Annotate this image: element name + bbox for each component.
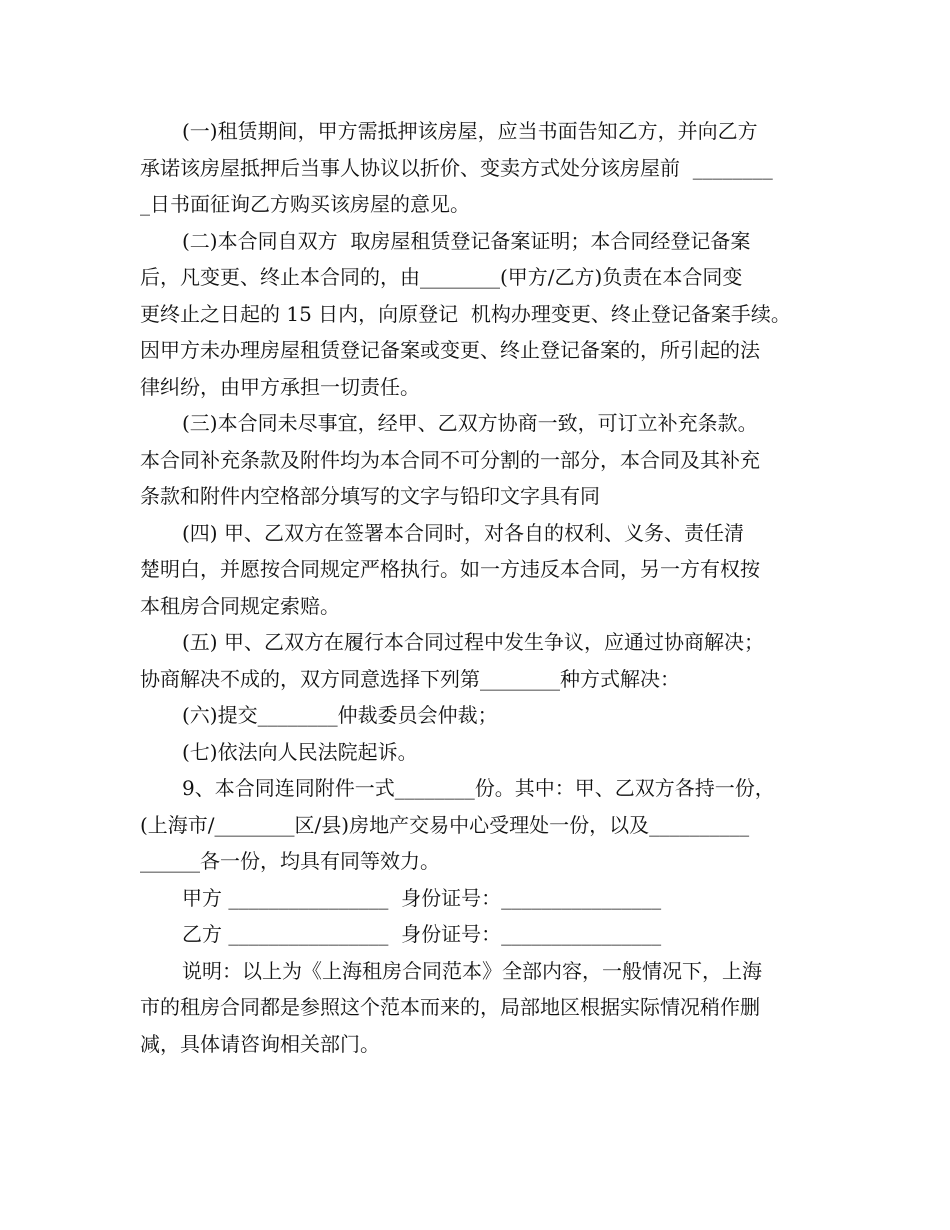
clause-4-line-1: (四) 甲、乙双方在签署本合同时，对各自的权利、义务、责任清 <box>182 520 744 545</box>
clause-5-line-2: 协商解决不成的，双方同意选择下列第________种方式解决： <box>140 666 680 691</box>
party-b-signature-line: 乙方 ________________ 身份证号：________________ <box>182 922 662 946</box>
clause-3-line-1: (三)本合同未尽事宜，经甲、乙双方协商一致，可订立补充条款。 <box>182 411 758 435</box>
clause-1-line-1: (一)租赁期间，甲方需抵押该房屋，应当书面告知乙方，并向乙方 <box>182 119 758 143</box>
clause-4-line-2: 楚明白，并愿按合同规定严格执行。如一方违反本合同，另一方有权按 <box>140 557 760 581</box>
clause-3-line-2: 本合同补充条款及附件均为本合同不可分割的一部分，本合同及其补充 <box>140 447 760 472</box>
clause-1-line-3: _日书面征询乙方购买该房屋的意见。 <box>140 192 470 216</box>
clause-2-line-4: 因甲方未办理房屋租赁登记备案或变更、终止登记备案的，所引起的法 <box>140 338 760 362</box>
note-line-2: 市的租房合同都是参照这个范本而来的，局部地区根据实际情况稍作删 <box>140 995 760 1019</box>
clause-2-line-5: 律纠纷，由甲方承担一切责任。 <box>140 374 420 399</box>
clause-3-line-3: 条款和附件内空格部分填写的文字与铅印文字具有同 <box>140 484 600 508</box>
clause-4-line-3: 本租房合同规定索赔。 <box>140 593 340 618</box>
clause-6-line: (六)提交________仲裁委员会仲裁； <box>182 703 498 727</box>
clause-9-line-1: 9、本合同连同附件一式________份。其中：甲、乙双方各持一份， <box>182 776 775 800</box>
clause-2-line-3: 更终止之日起的 15 日内，向原登记 机构办理变更、终止登记备案手续。 <box>140 301 791 326</box>
clause-9-line-2: (上海市/________区/县)房地产交易中心受理处一份，以及__________ <box>140 812 750 837</box>
clause-9-line-3: ______各一份，均具有同等效力。 <box>140 849 440 873</box>
clause-5-line-1: (五) 甲、乙双方在履行本合同过程中发生争议，应通过协商解决； <box>182 630 764 654</box>
party-a-signature-line: 甲方 ________________ 身份证号：________________ <box>182 885 662 910</box>
clause-7-line: (七)依法向人民法院起诉。 <box>182 739 418 764</box>
clause-2-line-1: (二)本合同自双方 取房屋租赁登记备案证明；本合同经登记备案 <box>182 228 751 253</box>
note-line-3: 减，具体请咨询相关部门。 <box>140 1031 380 1056</box>
clause-2-line-2: 后，凡变更、终止本合同的，由________(甲方/乙方)负责在本合同变 <box>140 265 743 289</box>
clause-1-line-2: 承诺该房屋抵押后当事人协议以折价、变卖方式处分该房屋前 ________ <box>140 155 773 180</box>
note-line-1: 说明：以上为《上海租房合同范本》全部内容，一般情况下，上海 <box>182 958 762 983</box>
document-body <box>140 113 820 1062</box>
